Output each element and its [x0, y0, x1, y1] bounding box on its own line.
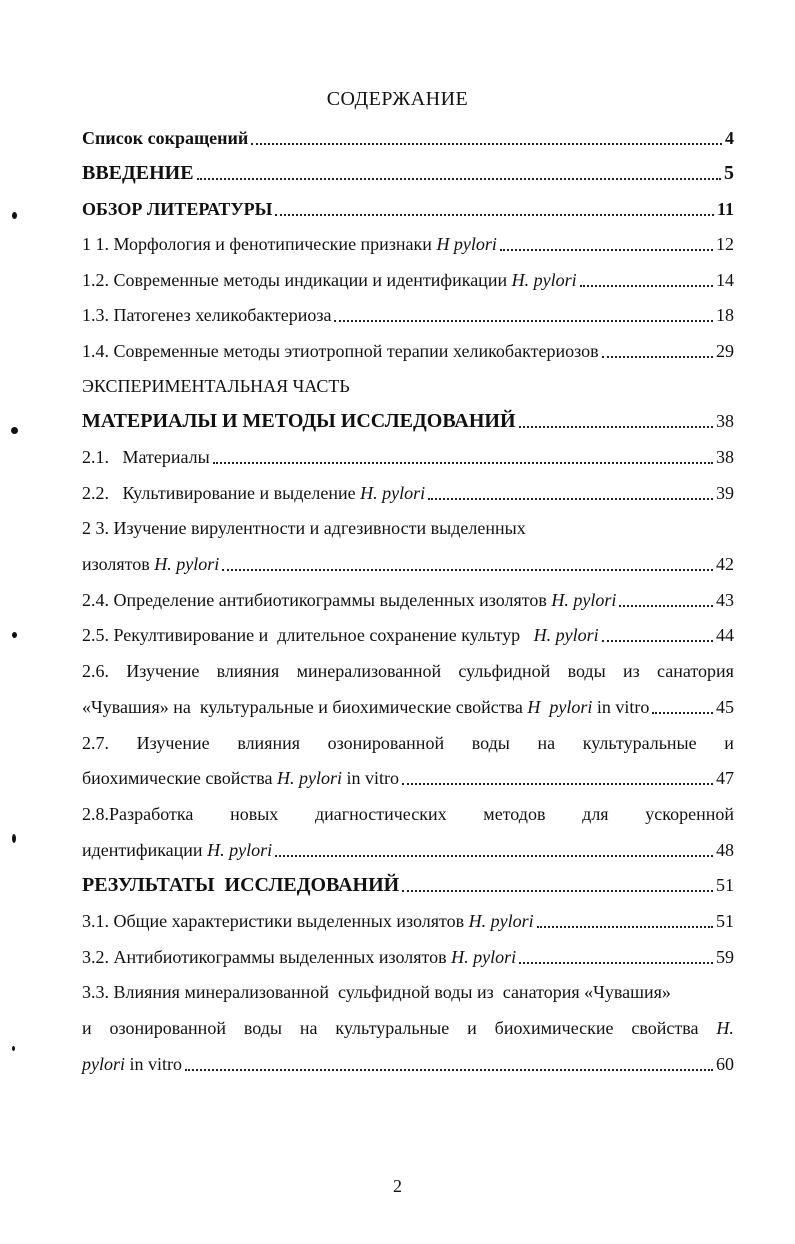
toc-entry-suffix: in vitro [592, 697, 650, 717]
toc-word: на [537, 733, 556, 753]
toc-entry-title: 2.1. Материалы [82, 447, 210, 467]
leader-dots [275, 855, 713, 857]
leader-dots [519, 962, 713, 964]
toc-entry-2-1 [82, 445, 734, 469]
toc-word: культуральные [335, 1018, 450, 1038]
leader-dots [251, 143, 722, 145]
toc-entry-2-2 [82, 481, 734, 505]
species-name: H. pylori [551, 590, 617, 610]
toc-entry-3-3-continued [82, 1016, 734, 1040]
toc-page-number: 44 [716, 625, 734, 645]
toc-entry-title: ВВЕДЕНИЕ [82, 162, 194, 184]
toc-entry-3-1 [82, 909, 734, 933]
toc-word: 2.6. [82, 661, 109, 681]
scan-mark [12, 1046, 15, 1051]
toc-word: из [622, 661, 640, 681]
toc-page-number: 48 [716, 840, 734, 860]
toc-entry-2-8 [82, 838, 734, 862]
toc-page-number: 18 [716, 305, 734, 325]
toc-page-number: 45 [716, 697, 734, 717]
species-name: H. [716, 1018, 734, 1038]
toc-word: новых [230, 804, 279, 824]
toc-word: методов [483, 804, 546, 824]
species-name: H. pylori [207, 840, 273, 860]
toc-page-number: 59 [716, 947, 734, 967]
leader-dots [402, 783, 713, 785]
page-title: СОДЕРЖАНИЕ [326, 88, 469, 110]
toc-word: биохимические [494, 1018, 614, 1038]
leader-dots [334, 320, 713, 322]
toc-entry-2-4 [82, 588, 734, 612]
toc-entry-title: изолятов [82, 554, 155, 574]
species-name: H. pylori [154, 554, 220, 574]
toc-entry-2-3-title: 2 3. Изучение вирулентности и адгезивности выделенных [82, 518, 526, 538]
toc-page-number: 14 [716, 270, 734, 290]
toc-entry-title: 3.2. Антибиотикограммы выделенных изолятов [82, 947, 452, 967]
toc-word: озонированной [327, 733, 445, 753]
toc-entry-abbreviations [82, 126, 734, 150]
toc-page-number: 60 [716, 1054, 734, 1074]
leader-dots [197, 178, 721, 180]
toc-page-number: 4 [725, 128, 734, 148]
toc-entry-title: МАТЕРИАЛЫ И МЕТОДЫ ИССЛЕДОВАНИЙ [82, 410, 516, 432]
toc-entry-title: 1.4. Современные методы этиотропной терапии хеликобактериозов [82, 341, 599, 361]
toc-page-number: 5 [724, 162, 734, 184]
toc-word: и [82, 1018, 92, 1038]
toc-entry-1-2 [82, 268, 734, 292]
toc-word: влияния [237, 733, 301, 753]
toc-entry-title: 1.3. Патогенез хеликобактериоза [82, 305, 332, 325]
toc-entry-literature-review [82, 197, 734, 221]
leader-dots [185, 1069, 713, 1071]
toc-page-number: 38 [716, 447, 734, 467]
toc-entry-2-5 [82, 623, 734, 647]
scan-mark [12, 834, 16, 843]
toc-entry-materials-methods [82, 409, 734, 433]
toc-entry-suffix: in vitro [125, 1054, 182, 1074]
toc-entry-1-3 [82, 303, 734, 327]
toc-entry-2-7 [82, 766, 734, 790]
species-name: pylori [82, 1054, 125, 1074]
leader-dots [402, 890, 713, 892]
toc-page-number: 47 [716, 768, 734, 788]
toc-entry-suffix: in vitro [341, 768, 399, 788]
toc-word: минерализованной [296, 661, 442, 681]
toc-entry-1-4 [82, 339, 734, 363]
toc-entry-title: 2.4. Определение антибиотикограммы выделенных изолятов [82, 590, 552, 610]
toc-page-number: 43 [716, 590, 734, 610]
toc-entry-3-2 [82, 945, 734, 969]
leader-dots [428, 498, 713, 500]
species-name: H. pylori [276, 768, 342, 788]
toc-entry-title: 1.2. Современные методы индикации и идентификации [82, 270, 512, 290]
scan-mark [11, 427, 18, 434]
toc-entry-title: Список сокращений [82, 128, 249, 148]
toc-word: санатория [657, 661, 734, 681]
toc-word: Изучение [126, 661, 200, 681]
toc-entry-2-7-title [82, 731, 734, 755]
leader-dots [619, 605, 713, 607]
leader-dots [580, 285, 713, 287]
leader-dots [275, 214, 714, 216]
toc-word: культуральные [582, 733, 697, 753]
toc-page-number: 38 [716, 411, 734, 431]
toc-entry-introduction [82, 161, 734, 185]
toc-word: озонированной [109, 1018, 226, 1038]
species-name: H pylori [527, 697, 593, 717]
leader-dots [602, 640, 713, 642]
toc-word: 2.8.Разработка [82, 804, 194, 824]
leader-dots [213, 462, 713, 464]
toc-entry-title: биохимические свойства [82, 768, 277, 788]
toc-word: на [299, 1018, 318, 1038]
toc-word: воды [243, 1018, 282, 1038]
toc-page-number: 51 [716, 875, 734, 895]
toc-word: воды [471, 733, 510, 753]
toc-entry-title: 2.5. Рекултивирование и длительное сохранение культур [82, 625, 534, 645]
toc-page-number: 12 [716, 234, 734, 254]
toc-word: и [467, 1018, 477, 1038]
toc-entry-title: РЕЗУЛЬТАТЫ ИССЛЕДОВАНИЙ [82, 874, 400, 896]
toc-entry-3-3 [82, 1052, 734, 1076]
toc-entry-title: идентификации [82, 840, 208, 860]
toc-entry-title: 1 1. Морфология и фенотипические признаки [82, 234, 437, 254]
toc-page-number: 42 [716, 554, 734, 574]
species-name: H. pylori [451, 947, 517, 967]
toc-entry-2-8-title [82, 802, 734, 826]
toc-word: свойства [631, 1018, 699, 1038]
toc-entry-results [82, 873, 734, 897]
toc-page-number: 29 [716, 341, 734, 361]
leader-dots [652, 712, 713, 714]
toc-entry-title: «Чувашия» на культуральные и биохимические свойства [82, 697, 528, 717]
species-name: H pylori [436, 234, 497, 254]
toc-page-number: 39 [716, 483, 734, 503]
species-name: H. pylori [468, 911, 534, 931]
toc-word: влияния [216, 661, 280, 681]
leader-dots [500, 249, 713, 251]
toc-page-number: 11 [716, 199, 734, 219]
toc-word: ускоренной [645, 804, 734, 824]
toc-word: для [582, 804, 609, 824]
page-number: 2 [393, 1176, 402, 1196]
toc-entry-3-3-title: 3.3. Влияния минерализованной сульфидной воды из санатория «Чувашия» [82, 982, 671, 1002]
toc-section-experimental: ЭКСПЕРИМЕНТАЛЬНАЯ ЧАСТЬ [82, 376, 350, 396]
species-name: H. pylori [360, 483, 426, 503]
toc-entry-2-3 [82, 552, 734, 576]
species-name: H. pylori [511, 270, 577, 290]
toc-word: и [724, 733, 734, 753]
leader-dots [602, 356, 713, 358]
toc-entry-title: ОБЗОР ЛИТЕРАТУРЫ [82, 199, 273, 219]
leader-dots [537, 926, 713, 928]
toc-page-number: 51 [716, 911, 734, 931]
toc-entry-title: 2.2. Культивирование и выделение [82, 483, 361, 503]
scan-mark [12, 212, 17, 219]
toc-word: сульфидной [458, 661, 551, 681]
toc-entry-2-6 [82, 695, 734, 719]
leader-dots [519, 426, 713, 428]
toc-entry-2-6-title [82, 659, 734, 683]
toc-word: 2.7. [82, 733, 109, 753]
scan-mark [12, 632, 17, 638]
toc-entry-title: 3.1. Общие характеристики выделенных изолятов [82, 911, 469, 931]
species-name: H. pylori [533, 625, 599, 645]
toc-word: воды [567, 661, 606, 681]
leader-dots [222, 569, 713, 571]
toc-word: Изучение [136, 733, 210, 753]
toc-entry-1-1 [82, 232, 734, 256]
toc-word: диагностических [315, 804, 447, 824]
